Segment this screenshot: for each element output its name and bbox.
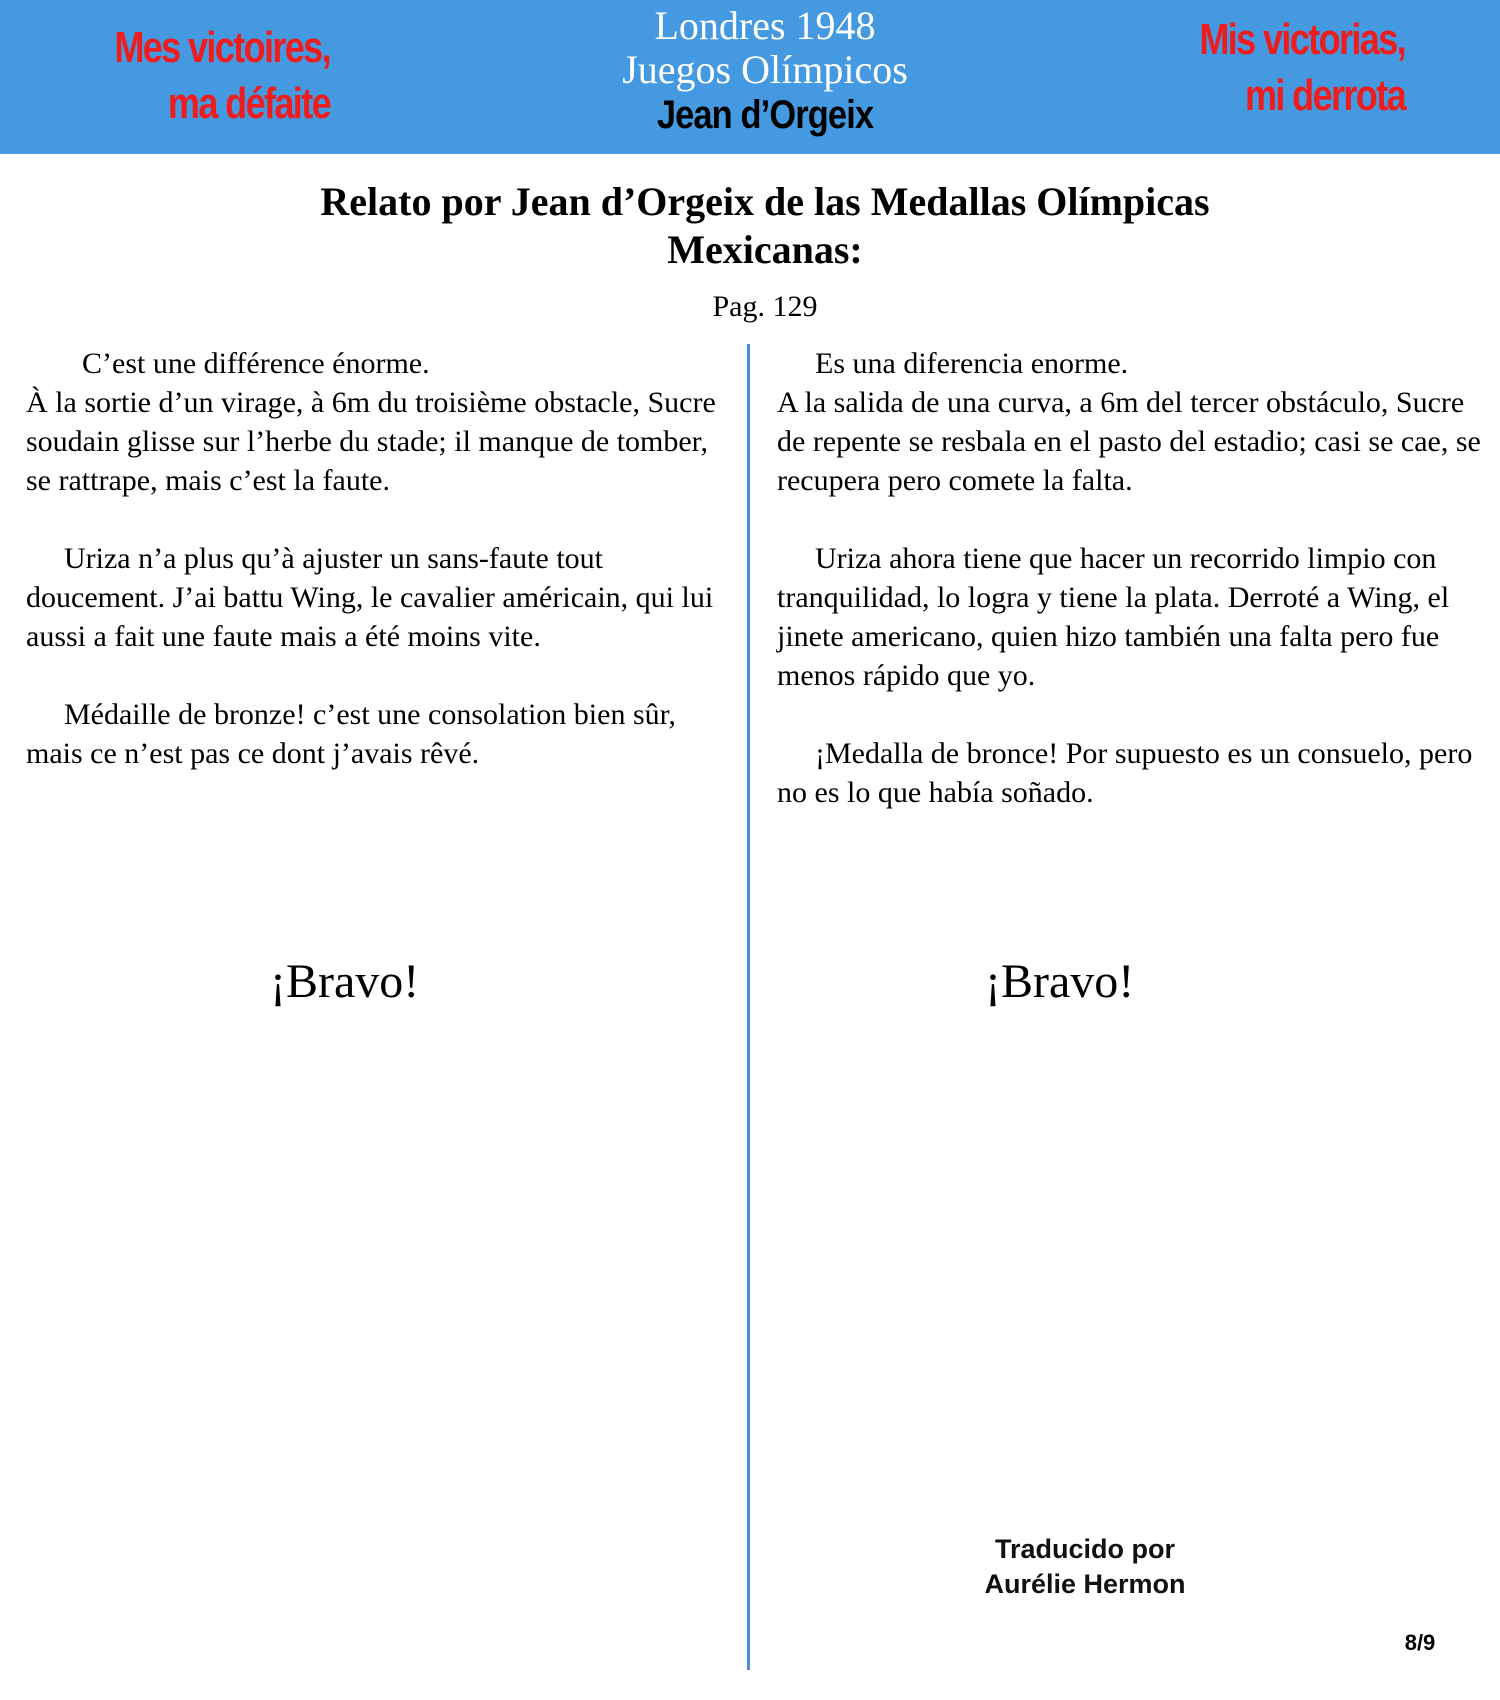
translator-credit-label: Traducido por [994,1534,1175,1564]
french-series-title-line1: Mes victoires, [114,23,330,72]
translator-credit [950,1532,1220,1602]
spanish-column [777,344,1489,851]
spanish-series-title-line2: mi derrota [1244,71,1405,120]
page-title-line2: Mexicanas: [667,227,863,272]
spanish-series-title [1180,12,1406,124]
header-center-block [500,4,1030,138]
french-paragraph: Médaille de bronze! c’est une consolation bien sûr, mais ce n’est pas ce dont j’avais rêvé. [26,698,676,770]
french-column [26,344,738,812]
french-paragraph: C’est une différence énorme. À la sortie d’un virage, à 6m du troisième obstacle, Sucre soudain glisse sur l’herbe du stade; il manque de tomber, se rattrape, mais c’est la faute. [26,347,716,497]
spanish-series-title-line1: Mis victorias, [1199,15,1405,64]
event-year: Londres 1948 [654,3,876,48]
column-divider [747,344,750,1670]
spanish-paragraph: ¡Medalla de bronce! Por supuesto es un consuelo, pero no es lo que había soñado. [777,737,1473,809]
header-banner [0,0,1500,154]
spanish-paragraph: Es una diferencia enorme. A la salida de una curva, a 6m del tercer obstáculo, Sucre de repente se resbala en el pasto del estadio; casi se cae, se recupera pero comete la falta. [777,347,1481,497]
page-reference: Pag. 129 [712,290,818,323]
french-series-title-line2: ma défaite [167,79,330,128]
french-series-title [109,20,330,132]
french-exclamation: ¡Bravo! [270,955,420,1008]
page-number: 8/9 [1404,1630,1436,1655]
spanish-paragraph: Uriza ahora tiene que hacer un recorrido limpio con tranquilidad, lo logra y tiene la plata. Derroté a Wing, el jinete americano, quien hizo también una falta pero fue menos rápido que yo. [777,542,1450,692]
spanish-exclamation: ¡Bravo! [985,955,1135,1008]
page-title-line1: Relato por Jean d’Orgeix de las Medallas Olímpicas [320,179,1210,224]
translator-name: Aurélie Hermon [984,1569,1186,1599]
event-name: Juegos Olímpicos [622,47,908,92]
page-title [100,178,1430,274]
french-paragraph: Uriza n’a plus qu’à ajuster un sans-faute tout doucement. J’ai battu Wing, le cavalier américain, qui lui aussi a fait une faute mais a été moins vite. [26,542,714,653]
author-name: Jean d’Orgeix [656,93,874,137]
